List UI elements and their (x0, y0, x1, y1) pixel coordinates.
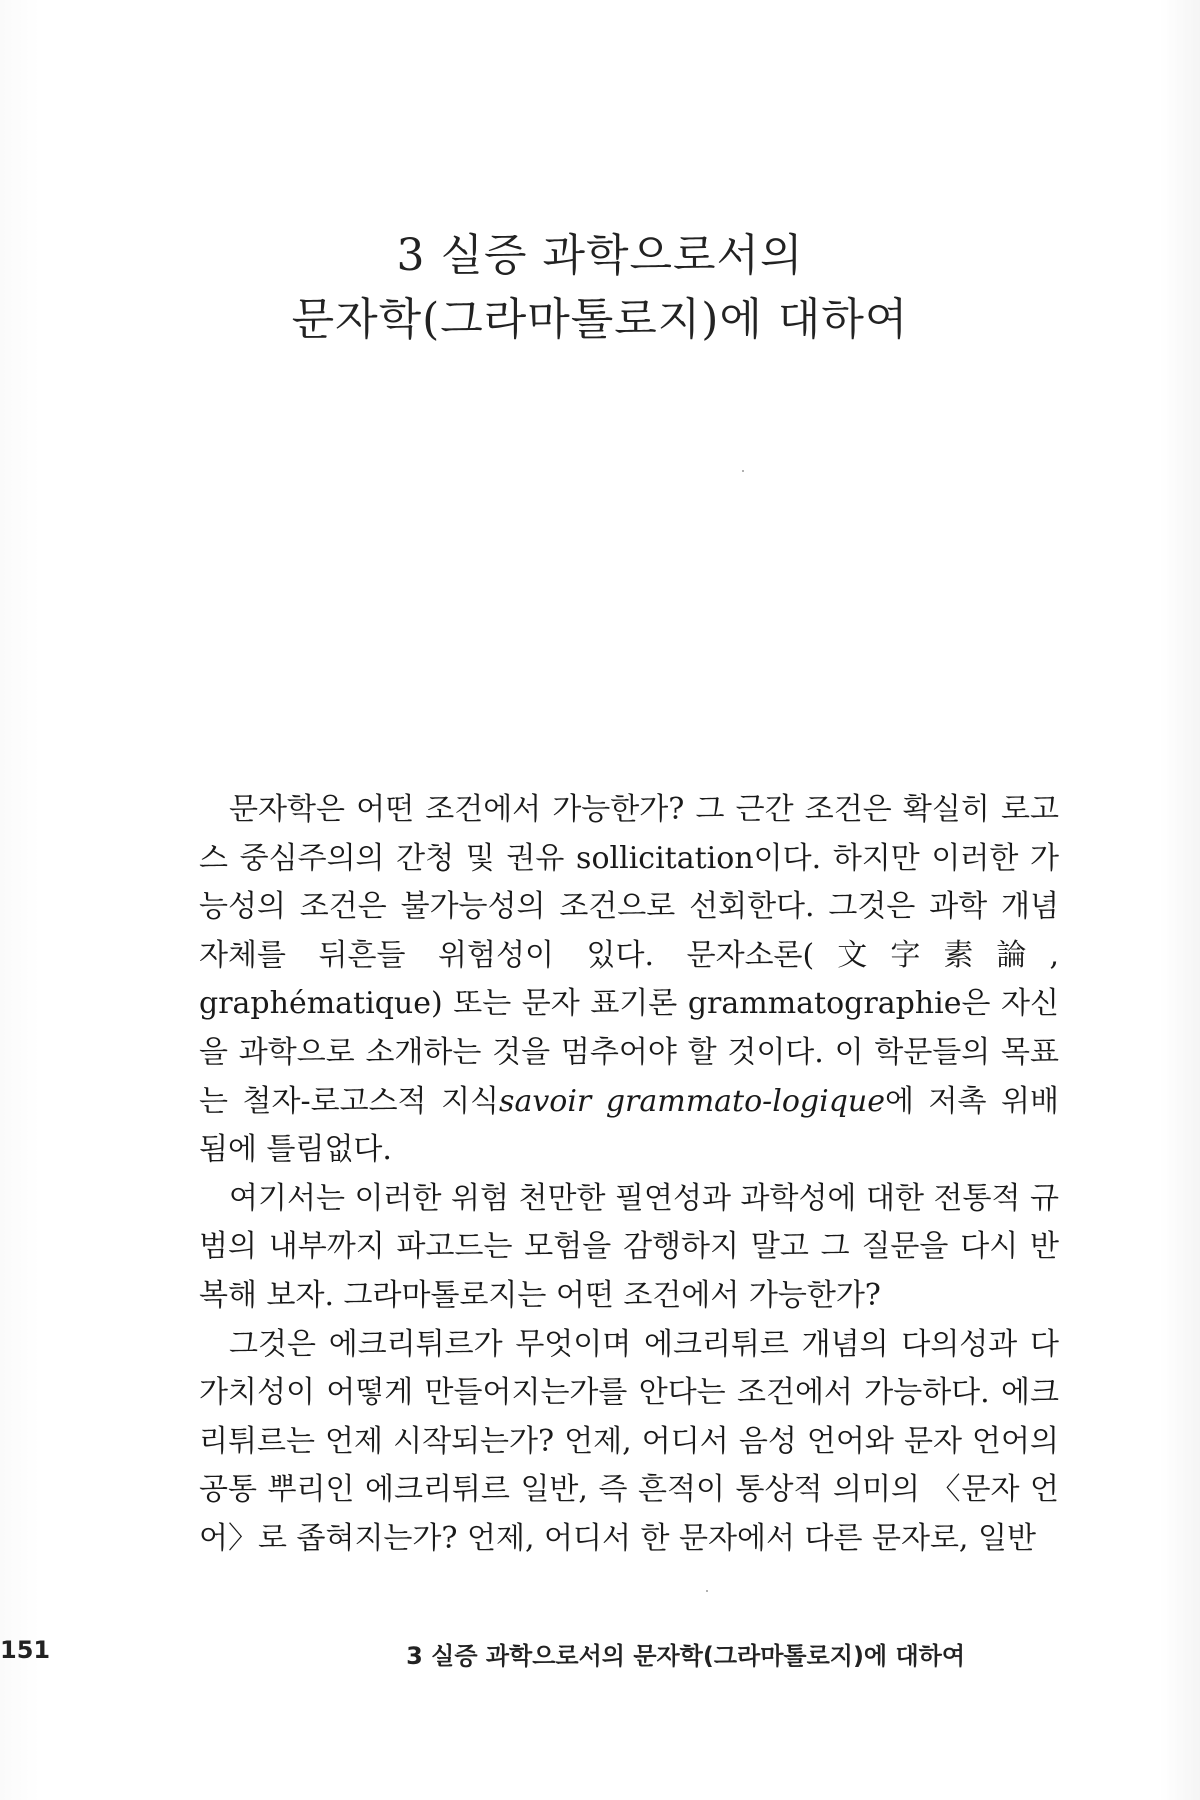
chapter-title-line-1: 3 실증 과학으로서의 (396, 230, 804, 282)
paragraph-1-part-e: ) 또는 문자 표기론 (430, 986, 688, 1022)
paragraph-1-term-grammatographie: grammatographie (687, 986, 962, 1022)
paragraph-3: 그것은 에크리튀르가 무엇이며 에크리튀르 개념의 다의성과 다가치성이 어떻게 만들어지는가를 안다는 조건에서 가능하다. 에크리튀르는 언제 시작되는가? 언제, 어디서 음성 언어와 문자 언어의 공통 뿌리인 에크리튀르 일반, 즉 흔적이 통상적 의미의 〈문자 언어〉로 좁혀지는가? 언제, 어디서 한 문자에서 다른 문자로, 일반 (199, 1326, 1059, 1556)
scan-speck (706, 1590, 708, 1592)
chapter-title-line-2: 문자학(그라마톨로지)에 대하여 (291, 294, 909, 346)
paragraph-1-term-graphematique: graphématique (199, 986, 431, 1022)
body-text (199, 786, 1059, 1564)
paragraph-1-part-c: 이다. 하지만 이러한 가능성의 조건은 불가능성의 조건으로 선회한다. 그것은 과학 개념 자체를 뒤흔들 위험성이 있다. 문자소론(文字素論, (199, 840, 1059, 973)
page-number: 151 (0, 1636, 51, 1664)
paragraph-1-part-a: 문자학은 어떤 조건에서 가능한가? 그 근간 조건은 확실히 로고스 중심주의의 간청 및 권유 (199, 792, 1059, 876)
scan-speck (742, 470, 744, 472)
paragraph-1-term-sollicitation: sollicitation (576, 840, 754, 876)
running-footer-title: 3 실증 과학으로서의 문자학(그라마톨로지)에 대하여 (406, 1642, 965, 1670)
paragraph-1-term-savoir: savoir grammato-logique (499, 1083, 886, 1119)
chapter-title (0, 224, 1200, 352)
paragraph-1-part-i: 에 저촉 위배됨에 틀림없다. (199, 1083, 1059, 1168)
paragraph-1 (199, 786, 1059, 1175)
paragraph-2: 여기서는 이러한 위험 천만한 필연성과 과학성에 대한 전통적 규범의 내부까지 파고드는 모험을 감행하지 말고 그 질문을 다시 반복해 보자. 그라마톨로지는 어떤 조건에서 가능한가? (199, 1180, 1059, 1313)
paragraph-1-part-g: 은 자신을 과학으로 소개하는 것을 멈추어야 할 것이다. 이 학문들의 목표는 철자-로고스적 지식 (199, 986, 1059, 1119)
